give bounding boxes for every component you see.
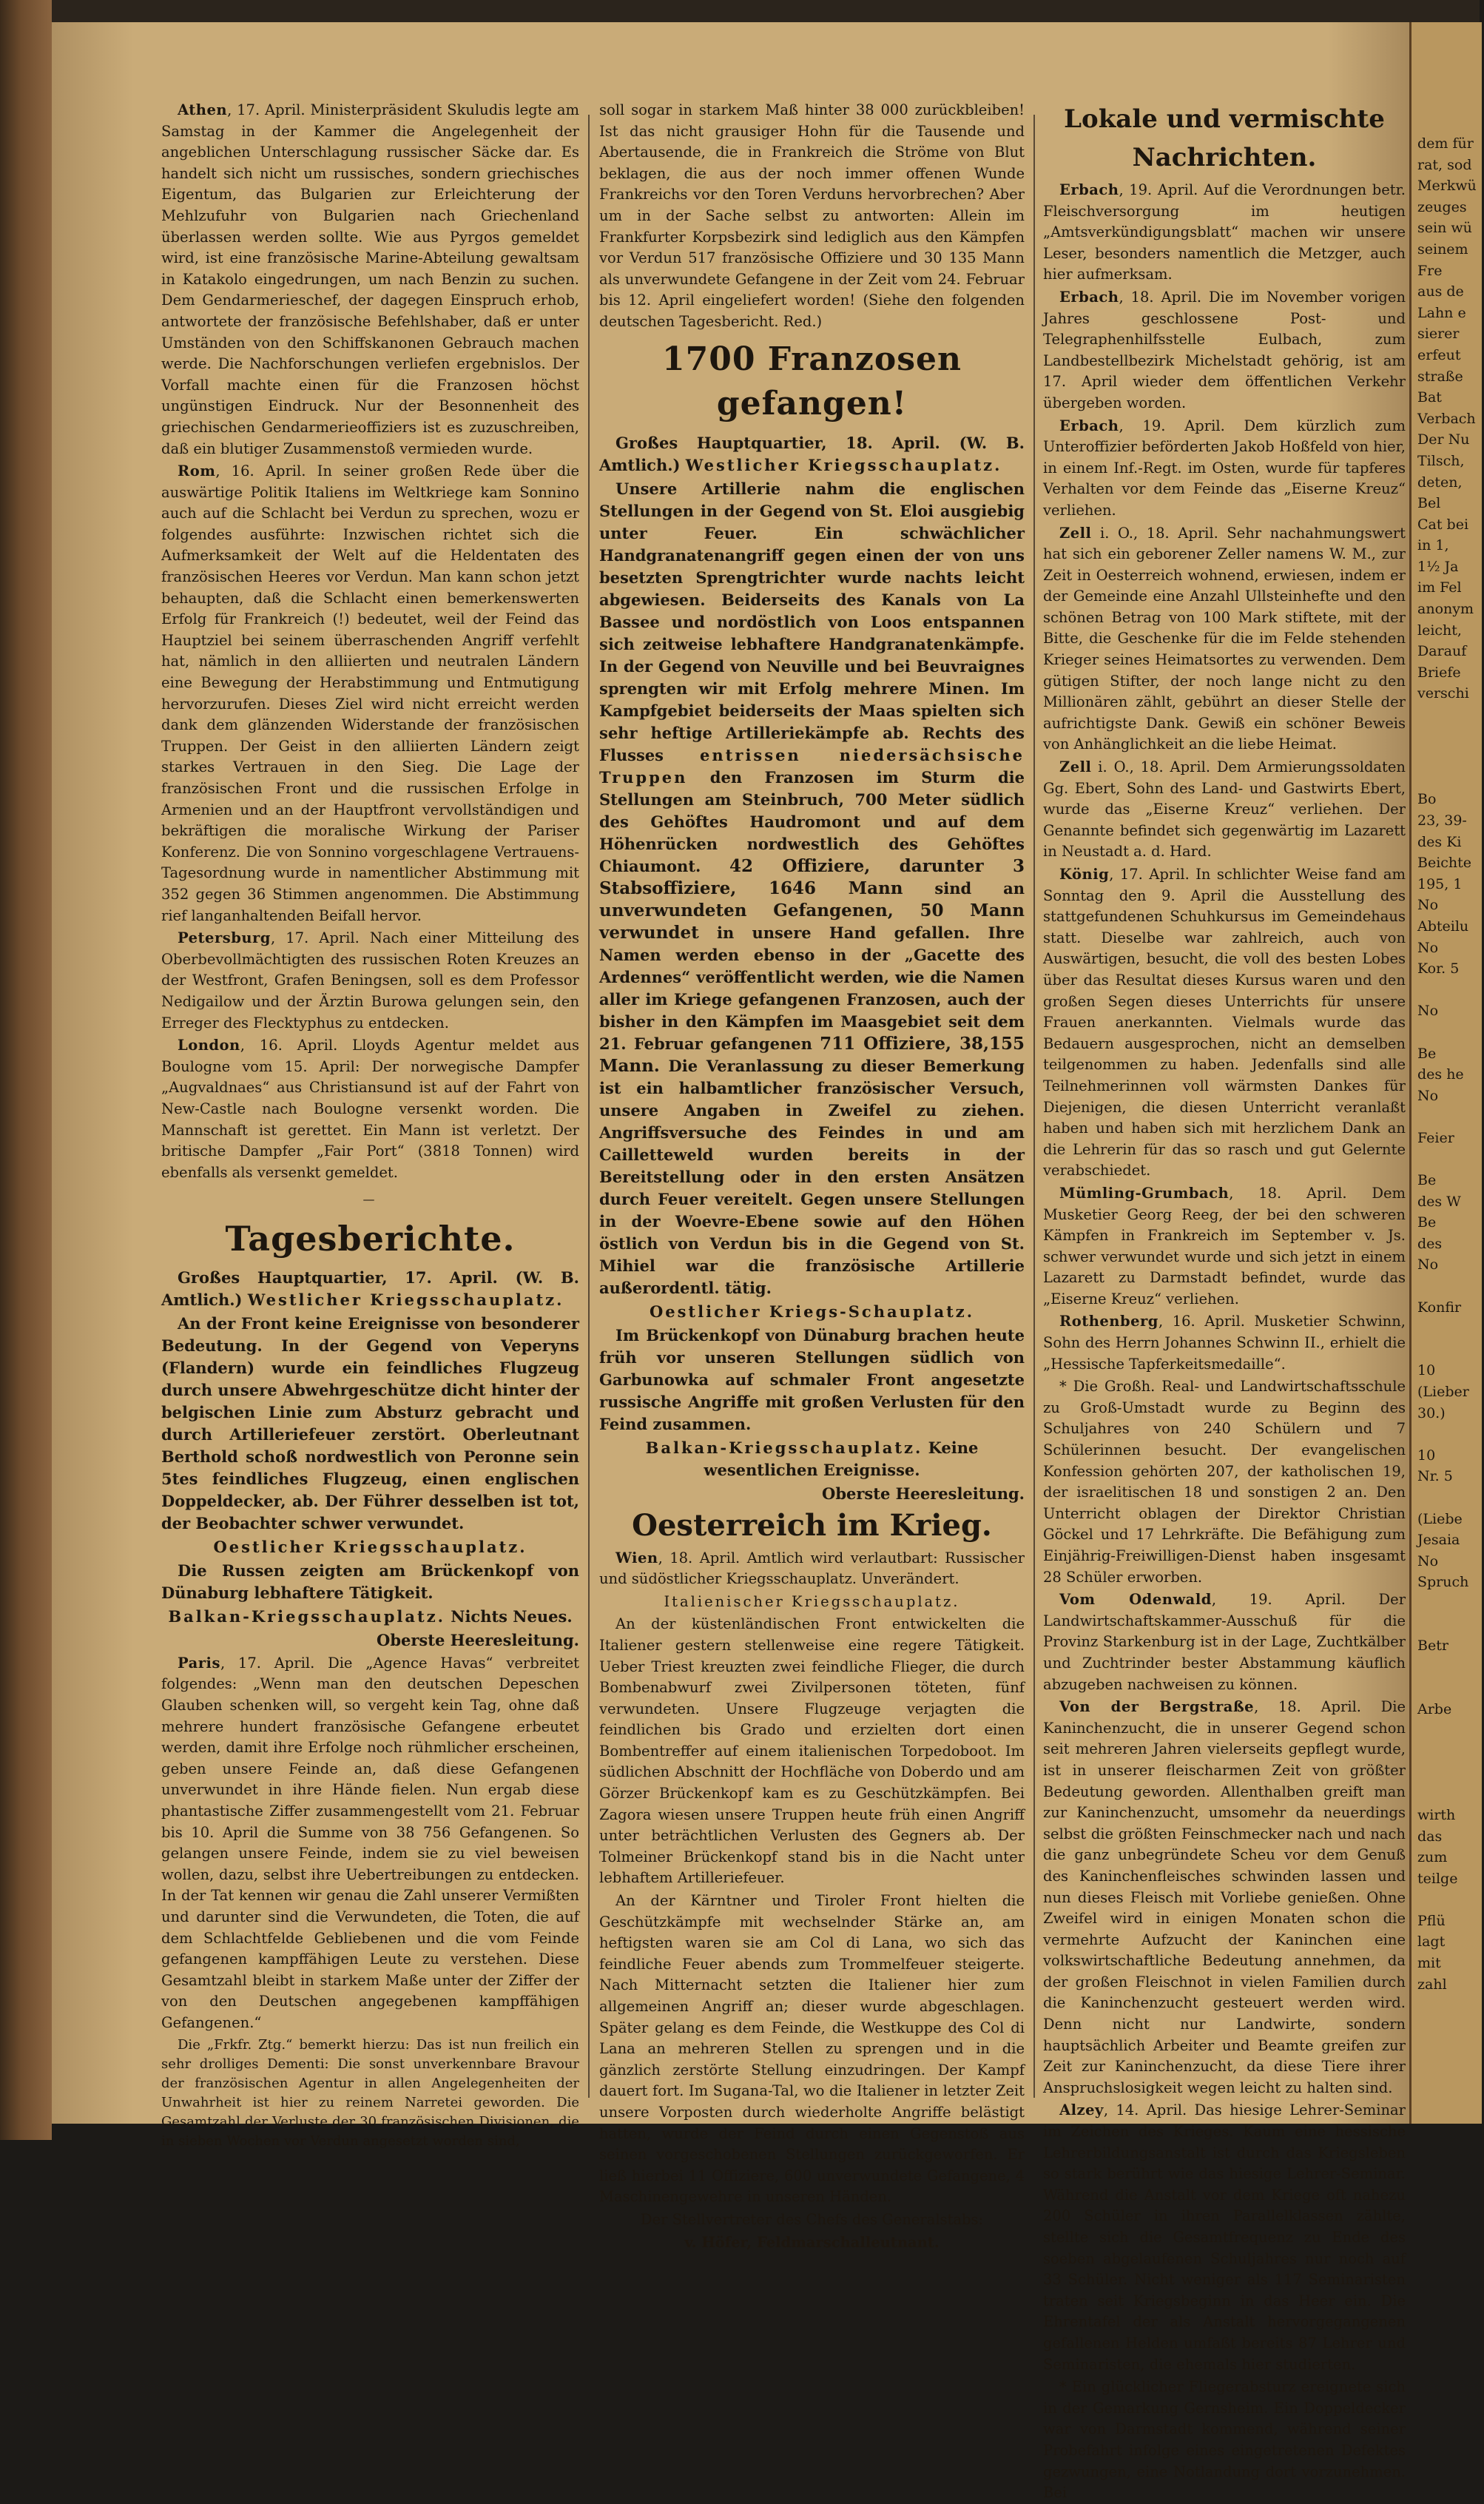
facing-page-fragment: rat, sod (1417, 156, 1472, 173)
facing-page-fragment: Bat (1417, 389, 1442, 406)
facing-page-fragment (1417, 1995, 1484, 2016)
facing-page-fragment: No (1417, 939, 1439, 956)
scan-top-edge (0, 0, 1480, 22)
local-news-place: Zell (1059, 758, 1092, 776)
facing-page-fragment: mit (1417, 1955, 1441, 1972)
facing-page-fragment (1417, 1149, 1484, 1171)
local-news-text: , 18. April. Die Kaninchenzucht, die in unserer Gegend schon seit mehreren Jahren vielerseits gepflegt wurde, ist in unserer fleischarmen Zeit von größter Bedeutung geworden. Allenthalben greift man zur Kaninchenzucht, umsomehr da neuerdings selbst die größten Feinschmecker nach und nach die ganz unbegründete Scheu vor dem Genuß des Kaninchenfleisches schwinden lassen und nun dieses Fleisch mit Vorliebe genießen. Ohne Zweifel wird in einigen Monaten schon die vermehrte Aufzucht der Kaninchen eine volkswirtschaftliche Bedeutung annehmen, da der großen Fleischnot in vielen Familien durch die Kaninchenzucht gesteuert werden wird. Denn nicht nur Landwirte, sondern hauptsächlich Arbeiter und Beamte greifen zur Zeit zur Kaninchenzucht, da diese Tiere ihrer Anspruchslosigkeit wegen leicht zu halten sind. (1043, 1698, 1406, 2096)
facing-page-fragment: No (1417, 1003, 1439, 1020)
local-news-list (1043, 180, 1406, 2504)
newspaper-page (52, 22, 1409, 2502)
local-news-place: König (1059, 866, 1110, 883)
facing-page-fragment: Bo (1417, 791, 1437, 808)
facing-page-fragment: Tilsch, (1417, 452, 1465, 469)
place-petersburg: Petersburg (178, 929, 271, 947)
facing-page-fragment: seinem (1417, 240, 1468, 258)
local-news-text: , 19. April. Dem kürzlich zum Unteroffizier beförderten Jakob Hoßfeld von hier, in einem Inf.-Regt. im Osten, wurde für tapferes Verhalten vor dem Feinde das „Eiserne Kreuz“ verliehen. (1043, 417, 1406, 519)
facing-page-fragment: Spruch (1417, 1574, 1469, 1591)
local-news-item (1043, 416, 1406, 522)
report-2-intro (599, 432, 1025, 477)
local-news-text: , 18. April. Die im November vorigen Jahres geschlossene Post- und Telegraphenhilfsstelle Eulbach, zum Landbestellbezirk Michelstadt gehörig, ist am 17. April wieder dem öffentlichen Verkehr übergeben worden. (1043, 288, 1406, 411)
facing-page-fragment: Lahn e (1417, 304, 1466, 321)
facing-page-fragment (1417, 1022, 1484, 1043)
text-paris: , 17. April. Die „Agence Havas“ verbreitet folgendes: „Wenn man den deutschen Depeschen Glauben schenken will, so vergeht kein Tag, ohne daß mehrere hundert französische Gefangene erbeutet werden, damit ihre Erfolge noch rühmlicher erscheinen, geben unsere Feinde an, daß diese Gefangenen unverwundet in ihre Hände fielen. Nun ergab diese phantastische Ziffer zusammengestellt vom 21. Februar bis 10. April die Summe von 38 756 Gefangenen. So gelangen unsere Feinde, indem sie zu viel beweisen wollen, dazu, selbst ihre Uebertreibungen zu entdecken. In der Tat kennen wir genau die Zahl unserer Vermißten und darunter sind die Verwundeten, die Toten, die auf dem Schlachtfelde Gebliebenen und die vom Feinde gefangenen kampffähigen Leute zu verstehen. Diese Gesamtzahl bleibt in starkem Maße unter der Ziffer der von den Deutschen angegebenen kampffähigen Gefangenen.“ (161, 1654, 579, 2031)
facing-page-fragment: Darauf (1417, 643, 1467, 660)
facing-page-fragment (1417, 1593, 1484, 1615)
facing-page-fragment: Bel (1417, 495, 1441, 512)
ital-text-1: An der küstenländischen Front entwickelten die Italiener gestern stellenweise eine regere Tätigkeit. Ueber Triest kreuzten zwei feindliche Flieger, die durch Bombenabwurf zwei Zivilpersonen töteten, fünf verwundeten. Unsere Flugzeuge verjagten die feindlichen bis Grado und erzielten dort einen Bombentreffer auf einem italienischen Torpedoboot. Im südlichen Abschnitt der Hochfläche von Doberdo und am Görzer Brückenkopf kam es zu Geschützkämpfen. Bei Zagora wiesen unsere Truppen heute früh einen Angriff unter beträchtlichen Verlusten des Gegners ab. Der Tolmeiner Brückenkopf stand bis in die Nacht unter lebhaftem Artilleriefeuer. (599, 1615, 1025, 1887)
report-2-theatre: Westlicher Kriegsschauplatz. (685, 455, 1002, 474)
facing-page-fragment (1417, 1615, 1484, 1636)
facing-page-fragment: aus de (1417, 283, 1464, 300)
facing-page-edge (1409, 22, 1482, 2124)
local-news-item (1043, 2100, 1406, 2375)
facing-page-fragment: Nr. 5 (1417, 1468, 1453, 1485)
facing-page-fragment: in 1, (1417, 537, 1449, 554)
facing-page-fragment: Be (1417, 1214, 1437, 1231)
facing-page-fragment: Abteilu (1417, 918, 1469, 935)
facing-page-fragment (1417, 1487, 1484, 1509)
facing-page-fragment (1417, 1424, 1484, 1445)
report-2-body-5: Die Veranlassung zu dieser Bemerkung ist ein halbamtlicher französischer Versuch, unsere Angaben in Zweifel zu ziehen. Angriffsversuche des Feindes in und am Cailletteweld wurden bereits in der Bereitstellung oder in den ersten Ansätzen durch Feuer vereitelt. Gegen unsere Stellungen in der Woevre-Ebene sowie auf den Höhen östlich von Verdun bis in die Gegend von St. Mihiel war die französische Artillerie außerordentl. tätig. (599, 1056, 1025, 1297)
facing-page-fragment (1417, 768, 1484, 790)
text-london: , 16. April. Lloyds Agentur meldet aus Boulogne vom 15. April: Der norwegische Dampfer „Augvaldnaes“ aus Christiansund ist auf der Fahrt von New-Castle nach Boulogne versenkt worden. Die Mannschaft ist gerettet. Ein Mann ist verletzt. Der britische Dampfer „Fair Port“ (3818 Tonnen) wird ebenfalls als versenkt gemeldet. (161, 1037, 579, 1181)
facing-page-fragment (1417, 1720, 1484, 1742)
facing-page-fragment: 1½ Ja (1417, 558, 1459, 575)
report-1-east: Die Russen zeigten am Brückenkopf von Dünaburg lebhaftere Tätigkeit. (161, 1561, 579, 1602)
report-2-bold-4: 711 Offiziere, 38,155 Mann. (599, 1033, 1025, 1076)
local-news-place: Von der Bergstraße (1059, 1698, 1255, 1716)
facing-page-fragment: Briefe (1417, 664, 1461, 681)
facing-page-fragment: sierer (1417, 326, 1460, 343)
facing-page-fragment: zahl (1417, 1976, 1447, 1993)
column-1 (161, 100, 579, 2149)
facing-page-fragment (1417, 1276, 1484, 1297)
local-news-text: * Die Großh. Real- und Landwirtschaftsschule zu Groß-Umstadt wurde zu Beginn des Schuljahres von 240 Schülern und 7 Schülerinnen besucht. Der evangelischen Konfession gehörten 207, der katholischen 19, der israelitischen 18 und sonstigen 2 an. Den Unterricht oblagen der Direktor Christian Göckel und 17 Lehrkräfte. Die Befähigung zum Einjährig-Freiwilligen-Dienst haben insgesamt 28 Schüler erworben. (1043, 1378, 1406, 1586)
report-1-date: , 17. April. (W. B. Amtlich.) (161, 1268, 579, 1309)
facing-page-fragment (1417, 1741, 1484, 1763)
report-2-bold-2: 42 Offiziere, darunter 3 Stabsoffiziere, 1646 Mann (599, 855, 1025, 898)
local-news-item (1043, 1589, 1406, 1695)
facing-page-fragment (1417, 726, 1484, 747)
report-2-sign: Oberste Heeresleitung. (822, 1484, 1025, 1503)
facing-page-fragment: Konfir (1417, 1299, 1462, 1316)
facing-page-fragment: zeuges (1417, 198, 1467, 215)
report-1-sign: Oberste Heeresleitung. (377, 1630, 579, 1649)
place-paris: Paris (178, 1654, 220, 1672)
book-binding (0, 0, 52, 2140)
report-2-bold-1: entrissen niedersächsische Truppen (599, 745, 1025, 787)
facing-page-fragment: lagt (1417, 1933, 1446, 1951)
facing-page-fragment: des Ki (1417, 833, 1462, 850)
ital-text-2: An der Kärntner und Tiroler Front hielten die Geschützkämpfe mit wechselnder Stärke an, am heftigsten waren sie am Col di Lana, wo sich das feindliche Feuer abends zum Trommelfeuer steigerte. Nach Mitternacht setzten die Italiener hier zum allgemeinen Angriff an; dieser wurde abgeschlagen. Später gelang es dem Feinde, die Westkuppe des Col di Lana an mehreren Stellen zu sprengen und in die gänzlich zerstörte Stellung einzudringen. Der Kampf dauert fort. Im Sugana-Tal, wo die Italiener in letzter Zeit unsere Vorposten durch wiederholte Angriffe belästigt hatten, wurde der Feind durch einen Gegenstoß aus seinen vorgeschobenen Stellungen zurückgeworfen. Er ließ hierbei 11 Offiziere, 600 unverwundete Gefangene, 4 Maschinengewehre in unseren Händen. (599, 1892, 1025, 2206)
wien-sign-2: v. Höfer, Feldmarschalleutnant. (684, 2233, 940, 2251)
headline-tagesberichte: Tagesberichte. (225, 1218, 516, 1259)
local-news-text: , 19. April. Der Landwirtschaftskammer-Ausschuß für die Provinz Starkenburg ist in der Lage, Zuchtkälber und Zuchtrinder bester Abstammung käuflich abzugeben nachweisen zu können. (1043, 1591, 1406, 1693)
facing-page-fragment: Jesaia (1417, 1532, 1460, 1549)
facing-page-fragment: 30.) (1417, 1404, 1446, 1421)
facing-page-fragment: des W (1417, 1193, 1461, 1210)
facing-page-text (1417, 133, 1484, 2059)
facing-page-fragment: verschi (1417, 685, 1469, 702)
facing-page-fragment: No (1417, 1552, 1439, 1569)
report-1-east-title: Oestlicher Kriegsschauplatz. (213, 1537, 527, 1556)
facing-page-fragment (1417, 1339, 1484, 1361)
facing-page-fragment: Der Nu (1417, 431, 1470, 448)
local-news-item (1043, 180, 1406, 286)
facing-page-fragment: anonym (1417, 601, 1474, 618)
headline-lokale: Lokale und vermischte Nachrichten. (1064, 104, 1385, 172)
local-news-text: * Ein glücklicher Fliegerabsturz ereignete sich in der Gemarkung Gernsheim. Ein Doppeldecker war von Darmstadt kommend, während seiner Probefahrt infolge eines eingetretenen Defektes gezwungen, eine Notlandung dort vorzunehmen. Bei (1043, 2378, 1406, 2502)
column-2 (599, 100, 1025, 2251)
facing-page-fragment (1417, 1318, 1484, 1339)
local-news-place: Erbach (1059, 288, 1119, 306)
local-news-item (1043, 1376, 1406, 1588)
facing-page-fragment: des he (1417, 1066, 1464, 1083)
facing-page-fragment: wirth (1417, 1806, 1456, 1823)
local-news-place: Erbach (1059, 417, 1119, 434)
article-paris (161, 1653, 579, 2034)
local-news-place: Alzey (1059, 2101, 1104, 2119)
local-news-text: i. O., 18. April. Dem Armierungssoldaten Gg. Ebert, Sohn des Land- und Gastwirts Ebert, wurde das „Eiserne Kreuz“ verliehen. Der Genannte befindet sich gegenwärtig im Lazarett in Neustadt a. d. Hard. (1043, 758, 1406, 861)
facing-page-fragment (1417, 1657, 1484, 1678)
report-2-balkan-title: Balkan-Kriegsschauplatz. (645, 1438, 923, 1457)
article-petersburg (161, 928, 579, 1034)
report-1-body: An der Front keine Ereignisse von besonderer Bedeutung. In der Gegend von Veperyns (Flandern) wurde ein feindliches Flugzeug durch unsere Abwehrgeschütze dicht hinter der belgischen Linie zum Absturz gebracht und durch Artilleriefeuer zerstört. Oberleutnant Berthold schoß nordwestlich von Peronne sein 5tes feindliches Flugzeug, einen englischen Doppeldecker, ab. Der Führer desselben ist tot, der Beobachter schwer verwundet. (161, 1313, 579, 1532)
facing-page-fragment: 195, 1 (1417, 875, 1463, 892)
report-2-east-title: Oestlicher Kriegs-Schauplatz. (649, 1302, 975, 1321)
column-rule-2 (1033, 115, 1035, 2098)
article-wien (599, 1548, 1025, 1590)
local-news-text: i. O., 18. April. Sehr nachahmungswert hat sich ein geborener Zeller namens W. M., zur Zeit in Oesterreich wohnend, erwiesen, indem er der Gemeinde eine Anzahl Ullsteinhefte und den schönen Betrag von 100 Mark stiftete, mit der Bitte, die Geschenke für die im Felde stehenden Krieger seines Heimatsortes zu verwenden. Dem gütigen Stifter, der noch lange nicht zu den Millionären zählt, gebührt an dieser Stelle der aufrichtigste Dank. Gewiß ein schöner Beweis von Anhänglichkeit an die liebe Heimat. (1043, 524, 1406, 753)
facing-page-fragment: dem für (1417, 135, 1474, 152)
facing-page-fragment: des (1417, 1235, 1443, 1252)
facing-page-fragment (1417, 1889, 1484, 1911)
separator: — (362, 1192, 378, 1207)
facing-page-fragment: erfeut (1417, 346, 1461, 363)
local-news-text: , 14. April. Das hiesige Lehrer-Seminar im Zeichen des Krieges. Kaum eine hessische Lehrerbildungsanstalt ist durch das Kriegsleben so stark berührt wie das hiesige Lehrer-Seminar. Während die Anstalt vor dem Kriege oft nahezu 200 Schüler in ihren Parallelklassen zählte, stellte sich die Gesamtfrequenz zu Ende des soeben abgelaufenen Schuljahres nur noch auf 33 Schüler. Nicht weniger als 117 Seminaristen traten seit Kriegsbeginn in das Heer ein. Die Ehrentafel der als Anstalt hervorgegangenen gefallenen Helden umfaßt bereits 87 Lehrer und Seminaristen, die ehemals hier studierten. (1043, 2101, 1406, 2373)
facing-page-fragment: 10 (1417, 1447, 1436, 1464)
facing-page-fragment (1417, 747, 1484, 768)
report-2-body (599, 478, 1025, 1299)
local-news-item (1043, 1311, 1406, 1375)
facing-page-fragment: Betr (1417, 1638, 1448, 1655)
facing-page-fragment (1417, 1783, 1484, 1805)
facing-page-fragment (1417, 2037, 1484, 2059)
facing-page-fragment: teilge (1417, 1870, 1458, 1887)
report-1-balkan-title: Balkan-Kriegsschauplatz. (168, 1606, 445, 1626)
facing-page-fragment (1417, 1677, 1484, 1699)
place-athen: Athen (178, 101, 228, 118)
place-london: London (178, 1037, 240, 1054)
facing-page-fragment: sein wü (1417, 220, 1472, 237)
local-news-text: , 19. April. Auf die Verordnungen betr. Fleischversorgung im heutigen „Amtsverkündigungsblatt“ machen wir unsere Leser, besonders namentlich die Metzger, auch hier aufmerksam. (1043, 181, 1406, 283)
local-news-item (1043, 523, 1406, 756)
facing-page-fragment (1417, 704, 1484, 726)
text-petersburg: , 17. April. Nach einer Mitteilung des Oberbevollmächtigten des russischen Roten Kreuzes an der Westfront, Grafen Beningsen, soll es dem Professor Nedigailow und der Ärztin Burowa gelungen sein, den Erreger des Flecktyphus zu entdecken. (161, 929, 579, 1031)
facing-page-fragment: Feier (1417, 1129, 1454, 1146)
report-2-date: , 18. April. (W. B. Amtlich.) (599, 433, 1025, 474)
local-news-item (1043, 757, 1406, 863)
text-wien: , 18. April. Amtlich wird verlautbart: Russischer und südöstlicher Kriegsschauplatz. Unverändert. (599, 1549, 1025, 1588)
place-rom: Rom (178, 462, 216, 480)
text-rom: , 16. April. In seiner großen Rede über die auswärtige Politik Italiens im Weltkriege kam Sonnino auch auf die Schlacht bei Verdun zu sprechen, wozu er folgendes ausführte: Inzwischen richtet sich die Aufmerksamkeit der Welt auf die Heldentaten des französischen Heeres vor Verdun. Man kann schon jetzt behaupten, daß die Schlacht einen bemerkenswerten Erfolg für Frankreich (!) bedeutet, weil der Feind das Hauptziel bei seinem überraschenden Angriff verfehlt hat, nämlich in den alliierten und neutralen Ländern eine Bewegung der Herabstimmung und Entmutigung hervorzurufen. Dieses Ziel wird nicht erreicht werden dank dem glänzenden Widerstande der französischen Truppen. Der Geist in den alliierten Ländern zeigt starkes Vertrauen in den Sieg. Die Lage der französischen Front und die russischen Erfolge in Armenien und an der Hauptfront vervollständigen und bekräftigen die moralische Wirkung der Pariser Konferenz. Die von Sonnino vorgeschlagene Vertrauens-Tagesordnung wurde in namentlicher Abstimmung mit 352 gegen 36 Stimmen angenommen. Die Abstimmung rief langanhaltenden Beifall hervor. (161, 462, 579, 924)
local-news-place: Rothenberg (1059, 1313, 1158, 1330)
facing-page-fragment: im Fel (1417, 579, 1462, 596)
facing-page-fragment: Arbe (1417, 1700, 1452, 1717)
facing-page-fragment (1417, 1106, 1484, 1128)
report-2-body-3: sind an (934, 878, 1025, 898)
local-news-place: Mümling-Grumbach (1059, 1184, 1230, 1202)
local-news-text: , 18. April. Dem Musketier Georg Reeg, der bei den schweren Kämpfen in Frankreich im September v. Js. schwer verwundet wurde und sich jetzt in einem Lazarett zu Darmstadt befindet, wurde das „Eiserne Kreuz“ verliehen. (1043, 1184, 1406, 1307)
facing-page-fragment: deten, (1417, 474, 1463, 491)
facing-page-fragment: Pflü (1417, 1912, 1446, 1929)
wien-sign-1: Der Stellvertreter des Chefs des Generalstabs: (640, 2210, 984, 2228)
report-2-balkan (599, 1437, 1025, 1481)
headline-franzosen-gefangen: 1700 Franzosen gefangen! (661, 340, 962, 423)
column-3 (1043, 100, 1406, 2502)
local-news-item (1043, 1697, 1406, 2099)
report-1-theatre: Westlicher Kriegsschauplatz. (247, 1290, 564, 1309)
facing-page-fragment: No (1417, 897, 1439, 914)
frkf-note: Die „Frkfr. Ztg.“ bemerkt hierzu: Das ist nun freilich ein sehr drolliges Dementi: Die sonst unverkennbare Bravour der französischen Agentur in allen Angelegenheiten der Unwahrheit ist hier zu reinem Narretei geworden. Die Gesamtzahl der Verluste der 30 französischen Divisionen, die in sieben Wochen vor Verdun angesetzt worden sind, (161, 2036, 579, 2149)
facing-page-fragment: 10 (1417, 1362, 1436, 1379)
article-rom (161, 461, 579, 926)
report-1-source: Großes Hauptquartier (178, 1268, 382, 1287)
facing-page-fragment: Merkwü (1417, 178, 1477, 195)
facing-page-fragment: leicht, (1417, 622, 1462, 639)
facing-page-fragment (1417, 980, 1484, 1001)
paris-continuation: soll sogar in starkem Maß hinter 38 000 zurückbleiben! Ist das nicht grausiger Hohn für die Tausende und Abertausende, die in Frankreich die Ströme von Blut beklagen, die aus der noch immer offenen Wunde Frankreichs vor den Toren Verduns hervorbrechen? Aber um in der Sache selbst zu antworten: Allein im Frankfurter Korpsbezirk sind lediglich aus den Kämpfen vor Verdun 517 französische Offiziere und 30 135 Mann als unverwundete Gefangene in der Zeit vom 24. Februar bis 12. April eingeliefert worden! (Siehe den folgenden deutschen Tagesbericht. Red.) (599, 101, 1025, 330)
local-news-item (1043, 287, 1406, 414)
facing-page-fragment (1417, 1763, 1484, 1784)
facing-page-fragment (1417, 2016, 1484, 2038)
facing-page-fragment: Verbach (1417, 410, 1476, 427)
article-london (161, 1035, 579, 1183)
facing-page-fragment: (Lieber (1417, 1384, 1469, 1401)
local-news-text: , 17. April. In schlichter Weise fand am Sonntag den 9. April die Ausstellung des stattgefundenen Schuhkursus im Gemeindehaus statt. Dieselbe war zahlreich, auch von Auswärtigen, besucht, die voll des besten Lobes über das Resultat dieses Kursus waren und den großen Segen dieses Unterrichts für unsere Frauen anerkannten. Vielmals wurde das Bedauern ausgesprochen, nicht an demselben teilgenommen zu haben. Jedenfalls sind alle Teilnehmerinnen voll wärmsten Dankes für Diejenigen, die diesen Unterricht veranlaßt haben und haben sich mit herzlichem Dank an die Lehrerin für das so rasch und gut Gelernte verabschiedet. (1043, 866, 1406, 1179)
ital-title: Italienischer Kriegsschauplatz. (664, 1592, 960, 1610)
report-1-balkan (161, 1606, 579, 1628)
facing-page-fragment: straße (1417, 368, 1463, 385)
local-news-place: Vom Odenwald (1059, 1591, 1212, 1609)
article-athen (161, 100, 579, 460)
facing-page-fragment: Be (1417, 1045, 1437, 1062)
facing-page-fragment: zum (1417, 1849, 1448, 1866)
facing-page-fragment: Beichte (1417, 855, 1472, 872)
report-2-balkan-text: Keine wesentlichen Ereignisse. (704, 1438, 979, 1479)
local-news-item (1043, 864, 1406, 1182)
report-1-balkan-text: Nichts Neues. (451, 1606, 573, 1626)
report-2-body-2: den Franzosen im Sturm die Stellungen am Steinbruch, 700 Meter südlich des Gehöftes Haudromont und auf dem Höhenrücken nordwestlich des Gehöftes Chiaumont. (599, 767, 1025, 875)
facing-page-fragment: No (1417, 1256, 1439, 1273)
report-2-east: Im Brückenkopf von Dünaburg brachen heute früh vor unseren Stellungen südlich von Garbunowka auf schmaler Front angesetzte russische Angriffe mit großen Verlusten für den Feind zusammen. (599, 1325, 1025, 1433)
facing-page-fragment: No (1417, 1087, 1439, 1104)
column-rule-1 (588, 115, 590, 2098)
facing-page-fragment: 23, 39- (1417, 812, 1467, 829)
local-news-item (1043, 1183, 1406, 1310)
report-1-intro (161, 1267, 579, 1311)
text-athen: , 17. April. Ministerpräsident Skuludis legte am Samstag in der Kammer die Angelegenheit der angeblichen Unterschlagung russischer Säcke dar. Es handelt sich nicht um russisches, sondern griechisches Eigentum, das Bulgarien zur Erleichterung der Mehlzufuhr von Bulgarien nach Griechenland überlassen werden sollte. Wie aus Pyrgos gemeldet wird, ist eine französische Marine-Abteilung gewaltsam in Katakolo eingedrungen, um nach Benzin zu suchen. Dem Gendarmerieschef, der dagegen Einspruch erhob, antwortete der französische Befehlshaber, daß er unter Umständen von den Schiffskanonen Gebrauch machen werde. Die Nachforschungen verliefen ergebnislos. Der Vorfall machte einen für die Franzosen höchst ungünstigen Eindruck. Nur der Besonnenheit des griechischen Gendarmerieoffiziers ist es zuzuschreiben, daß ein blutiger Zusammenstoß vermieden wurde. (161, 101, 579, 457)
facing-page-fragment: Cat bei (1417, 516, 1469, 533)
place-wien: Wien (615, 1549, 658, 1566)
facing-page-fragment: (Liebe (1417, 1510, 1463, 1527)
headline-oesterreich: Oesterreich im Krieg. (632, 1507, 992, 1543)
report-2-body-1: Unsere Artillerie nahm die englischen Stellungen in der Gegend von St. Eloi ausgiebig unter Feuer. Ein schwächlicher Handgranatenangriff gegen einen der von uns besetzten Sprengtrichter wurde nachts leicht abgewiesen. Beiderseits des Kanals von La Bassee und nordöstlich von Loos entspannen sich zeitweise lebhaftere Handgranatenkämpfe. In der Gegend von Neuville und bei Beuvraignes sprengten wir mit Erfolg mehrere Minen. Im Kampfgebiet beiderseits der Maas spielten sich sehr heftige Artilleriekämpfe ab. Rechts des Flusses (599, 479, 1025, 764)
local-news-item (1043, 2377, 1406, 2504)
report-2-bold-3: unverwundeten Gefangenen, 50 Mann verwundet (599, 900, 1025, 943)
local-news-text: , 16. April. Musketier Schwinn, Sohn des Herrn Johannes Schwinn II., erhielt die „Hessische Tapferkeitsmedaille“. (1043, 1313, 1406, 1373)
report-2-body-4: in unsere Hand gefallen. Ihre Namen werden ebenso in der „Gacette des Ardennes“ veröffentlicht werden, wie die Namen aller im Kriege gefangenen Franzosen, auch der bisher in den Kämpfen im Maasgebiet seit dem 21. Februar gefangenen (599, 923, 1025, 1053)
facing-page-fragment: Be (1417, 1172, 1437, 1189)
facing-page-fragment: das (1417, 1828, 1443, 1845)
report-2-source: Großes Hauptquartier (615, 433, 822, 452)
local-news-place: Erbach (1059, 181, 1119, 198)
local-news-place: Zell (1059, 524, 1092, 542)
facing-page-fragment: Fre (1417, 262, 1443, 279)
facing-page-fragment: Kor. 5 (1417, 960, 1460, 977)
